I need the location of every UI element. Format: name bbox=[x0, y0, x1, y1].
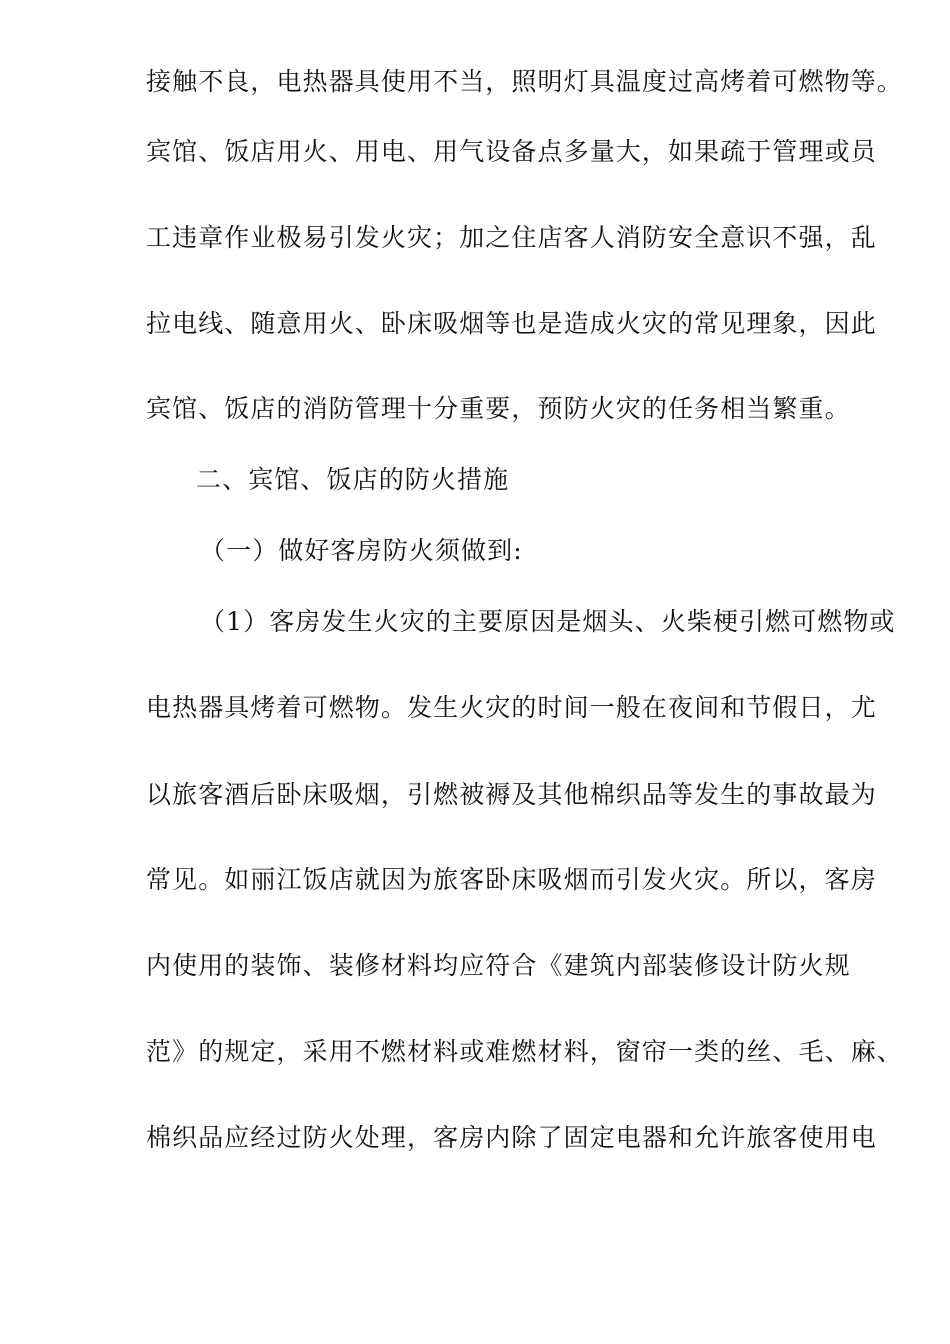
paragraph-line: 以旅客酒后卧床吸烟，引燃被褥及其他棉织品等发生的事故最为 bbox=[146, 780, 877, 809]
paragraph-line: 拉电线、随意用火、卧床吸烟等也是造成火灾的常见理象，因此 bbox=[146, 309, 877, 338]
subsection-heading: （一）做好客房防火须做到: bbox=[200, 536, 523, 565]
paragraph-line: 常见。如丽江饭店就因为旅客卧床吸烟而引发火灾。所以，客房 bbox=[146, 865, 877, 894]
paragraph-line: 接触不良，电热器具使用不当，照明灯具温度过高烤着可燃物等。 bbox=[146, 67, 903, 96]
paragraph-line: （1）客房发生火灾的主要原因是烟头、火柴梗引燃可燃物或 bbox=[200, 607, 896, 636]
paragraph-line: 宾馆、饭店用火、用电、用气设备点多量大，如果疏于管理或员 bbox=[146, 137, 877, 166]
paragraph-line: 范》的规定，采用不燃材料或难燃材料，窗帘一类的丝、毛、麻、 bbox=[146, 1037, 903, 1066]
paragraph-line: 棉织品应经过防火处理，客房内除了固定电器和允许旅客使用电 bbox=[146, 1123, 877, 1152]
paragraph-line: 电热器具烤着可燃物。发生火灾的时间一般在夜间和节假日，尤 bbox=[146, 693, 877, 722]
paragraph-line: 宾馆、饭店的消防管理十分重要，预防火灾的任务相当繁重。 bbox=[146, 394, 851, 423]
paragraph-line: 工违章作业极易引发火灾；加之住店客人消防安全意识不强，乱 bbox=[146, 223, 877, 252]
paragraph-line: 内使用的装饰、装修材料均应符合《建筑内部装修设计防火规 bbox=[146, 951, 851, 980]
section-heading: 二、宾馆、饭店的防火措施 bbox=[196, 465, 510, 494]
